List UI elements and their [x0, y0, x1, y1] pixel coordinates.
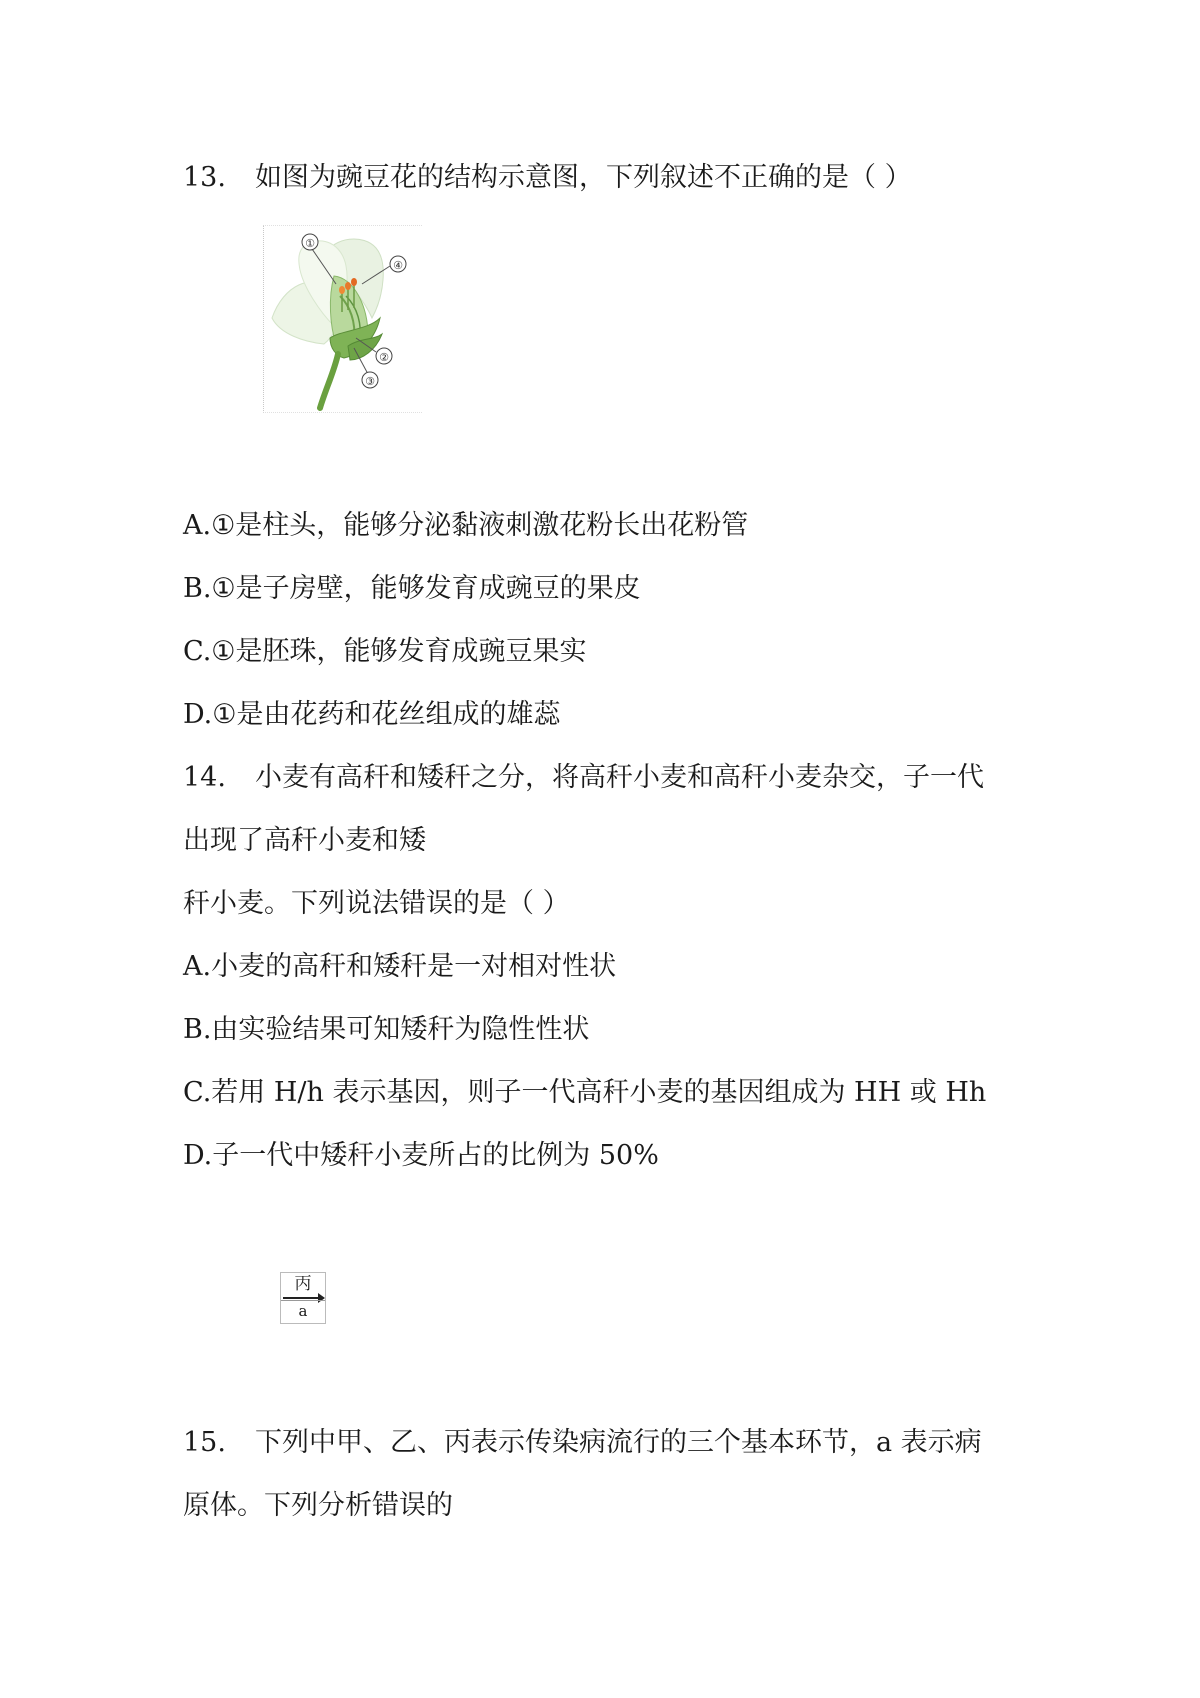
figure-arrow-line: [283, 1297, 323, 1299]
q15-stem-part1: 下列中甲、乙、丙表示传染病流行的三个基本环节，a 表示病: [255, 1427, 982, 1458]
q14-stem-line2: 出现了高秆小麦和矮: [183, 825, 426, 856]
label-1: ①: [305, 237, 315, 250]
q13-option-c: C.①是胚珠，能够发育成豌豆果实: [183, 636, 587, 667]
pea-flower-figure: [263, 225, 422, 413]
q14-number: 14.: [183, 762, 226, 793]
q14-option-d: D.子一代中矮秆小麦所占的比例为 50%: [183, 1140, 659, 1171]
q13-option-b: B.①是子房壁，能够发育成豌豆的果皮: [183, 573, 641, 604]
q14-option-a: A.小麦的高秆和矮秆是一对相对性状: [183, 951, 617, 982]
q13-option-a: A.①是柱头，能够分泌黏液刺激花粉长出花粉管: [183, 510, 749, 541]
q13-stem: 如图为豌豆花的结构示意图，下列叙述不正确的是（ ）: [255, 162, 912, 193]
q15-number: 15.: [183, 1427, 226, 1458]
figure-label-a: a: [281, 1300, 325, 1321]
q13-stem-line: [183, 160, 912, 196]
figure-label-bing: 丙: [294, 1274, 312, 1294]
q14-stem-line3: 秆小麦。下列说法错误的是（ ）: [183, 888, 570, 919]
q15-stem-line1: [183, 1425, 982, 1461]
label-3: ③: [365, 375, 375, 388]
q14-option-b: B.由实验结果可知矮秆为隐性性状: [183, 1014, 590, 1045]
q14-option-c: C.若用 H/h 表示基因，则子一代高秆小麦的基因组成为 HH 或 Hh: [183, 1077, 987, 1108]
q13-option-d: D.①是由花药和花丝组成的雄蕊: [183, 699, 561, 730]
transmission-figure: [280, 1272, 326, 1324]
label-2: ②: [379, 351, 389, 364]
q14-stem-part1: 小麦有高秆和矮秆之分，将高秆小麦和高秆小麦杂交，子一代: [255, 762, 984, 793]
q13-number: 13.: [183, 162, 226, 193]
label-4: ④: [393, 259, 403, 272]
pea-flower-illustration: [264, 226, 422, 412]
q14-stem-line1: [183, 760, 984, 796]
q15-stem-line2: 原体。下列分析错误的: [183, 1490, 453, 1521]
